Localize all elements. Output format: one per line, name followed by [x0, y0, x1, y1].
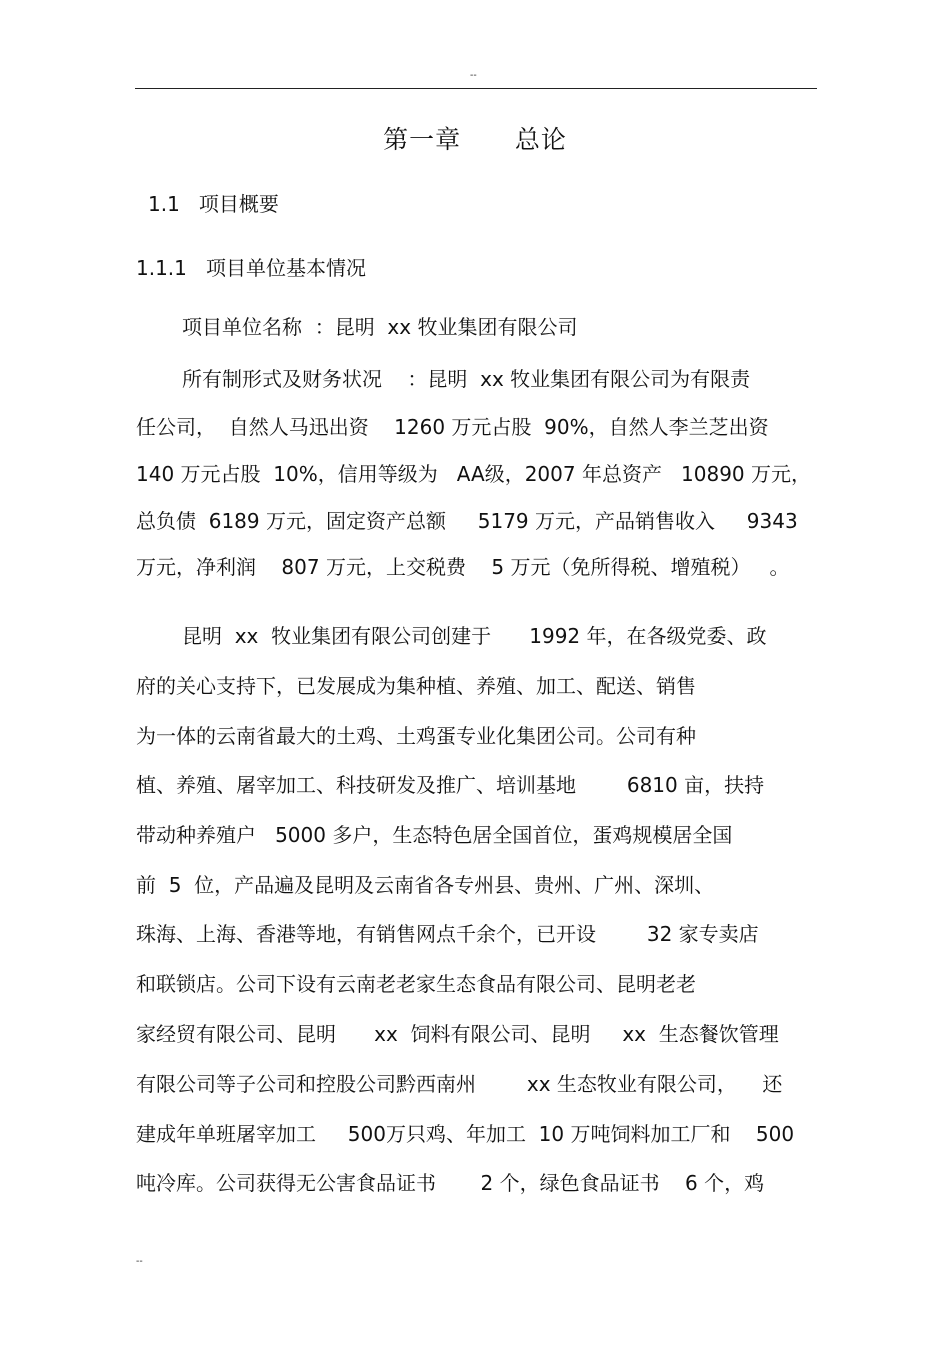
text-line: 任公司， 自然人马迅出资 1260 万元占股 90%，自然人李兰芝出资 — [136, 415, 769, 439]
section-heading-1-1-1: 1.1.1 项目单位基本情况 — [136, 256, 366, 280]
section-heading-1-1: 1.1 项目概要 — [148, 192, 279, 216]
header-rule — [135, 88, 817, 89]
footer-mark: -- — [136, 1256, 143, 1267]
text-line: 家经贸有限公司、昆明 xx 饲料有限公司、昆明 xx 生态餐饮管理 — [136, 1022, 779, 1046]
text-line: 府的关心支持下，已发展成为集种植、养殖、加工、配送、销售 — [136, 674, 696, 698]
text-line: 所有制形式及财务状况 ：昆明 xx 牧业集团有限公司为有限责 — [182, 367, 751, 391]
text-line: 吨冷库。公司获得无公害食品证书 2 个，绿色食品证书 6 个，鸡 — [136, 1171, 765, 1195]
text-line: 项目单位名称 ：昆明 xx 牧业集团有限公司 — [182, 315, 578, 339]
text-line: 140 万元占股 10%，信用等级为 AA级，2007 年总资产 10890 万元， — [136, 462, 811, 486]
text-line: 带动种养殖户 5000 多户，生态特色居全国首位，蛋鸡规模居全国 — [136, 823, 733, 847]
text-line: 植、养殖、屠宰加工、科技研发及推广、培训基地 6810 亩，扶持 — [136, 773, 765, 797]
text-line: 总负债 6189 万元，固定资产总额 5179 万元，产品销售收入 9343 — [136, 509, 798, 533]
text-line: 珠海、上海、香港等地，有销售网点千余个，已开设 32 家专卖店 — [136, 922, 759, 946]
text-line: 昆明 xx 牧业集团有限公司创建于 1992 年，在各级党委、政 — [182, 624, 767, 648]
text-line: 为一体的云南省最大的土鸡、土鸡蛋专业化集团公司。公司有种 — [136, 724, 696, 748]
chapter-title: 第一章 总论 — [383, 125, 567, 154]
text-line: 和联锁店。公司下设有云南老老家生态食品有限公司、昆明老老 — [136, 972, 696, 996]
text-line: 万元，净利润 807 万元，上交税费 5 万元（免所得税、增殖税） 。 — [136, 555, 790, 579]
text-line: 建成年单班屠宰加工 500万只鸡、年加工 10 万吨饲料加工厂和 500 — [136, 1122, 795, 1146]
header-mark: -- — [470, 70, 477, 81]
text-line: 有限公司等子公司和控股公司黔西南州 xx 生态牧业有限公司， 还 — [136, 1072, 783, 1096]
text-line: 前 5 位，产品遍及昆明及云南省各专州县、贵州、广州、深圳、 — [136, 873, 715, 897]
